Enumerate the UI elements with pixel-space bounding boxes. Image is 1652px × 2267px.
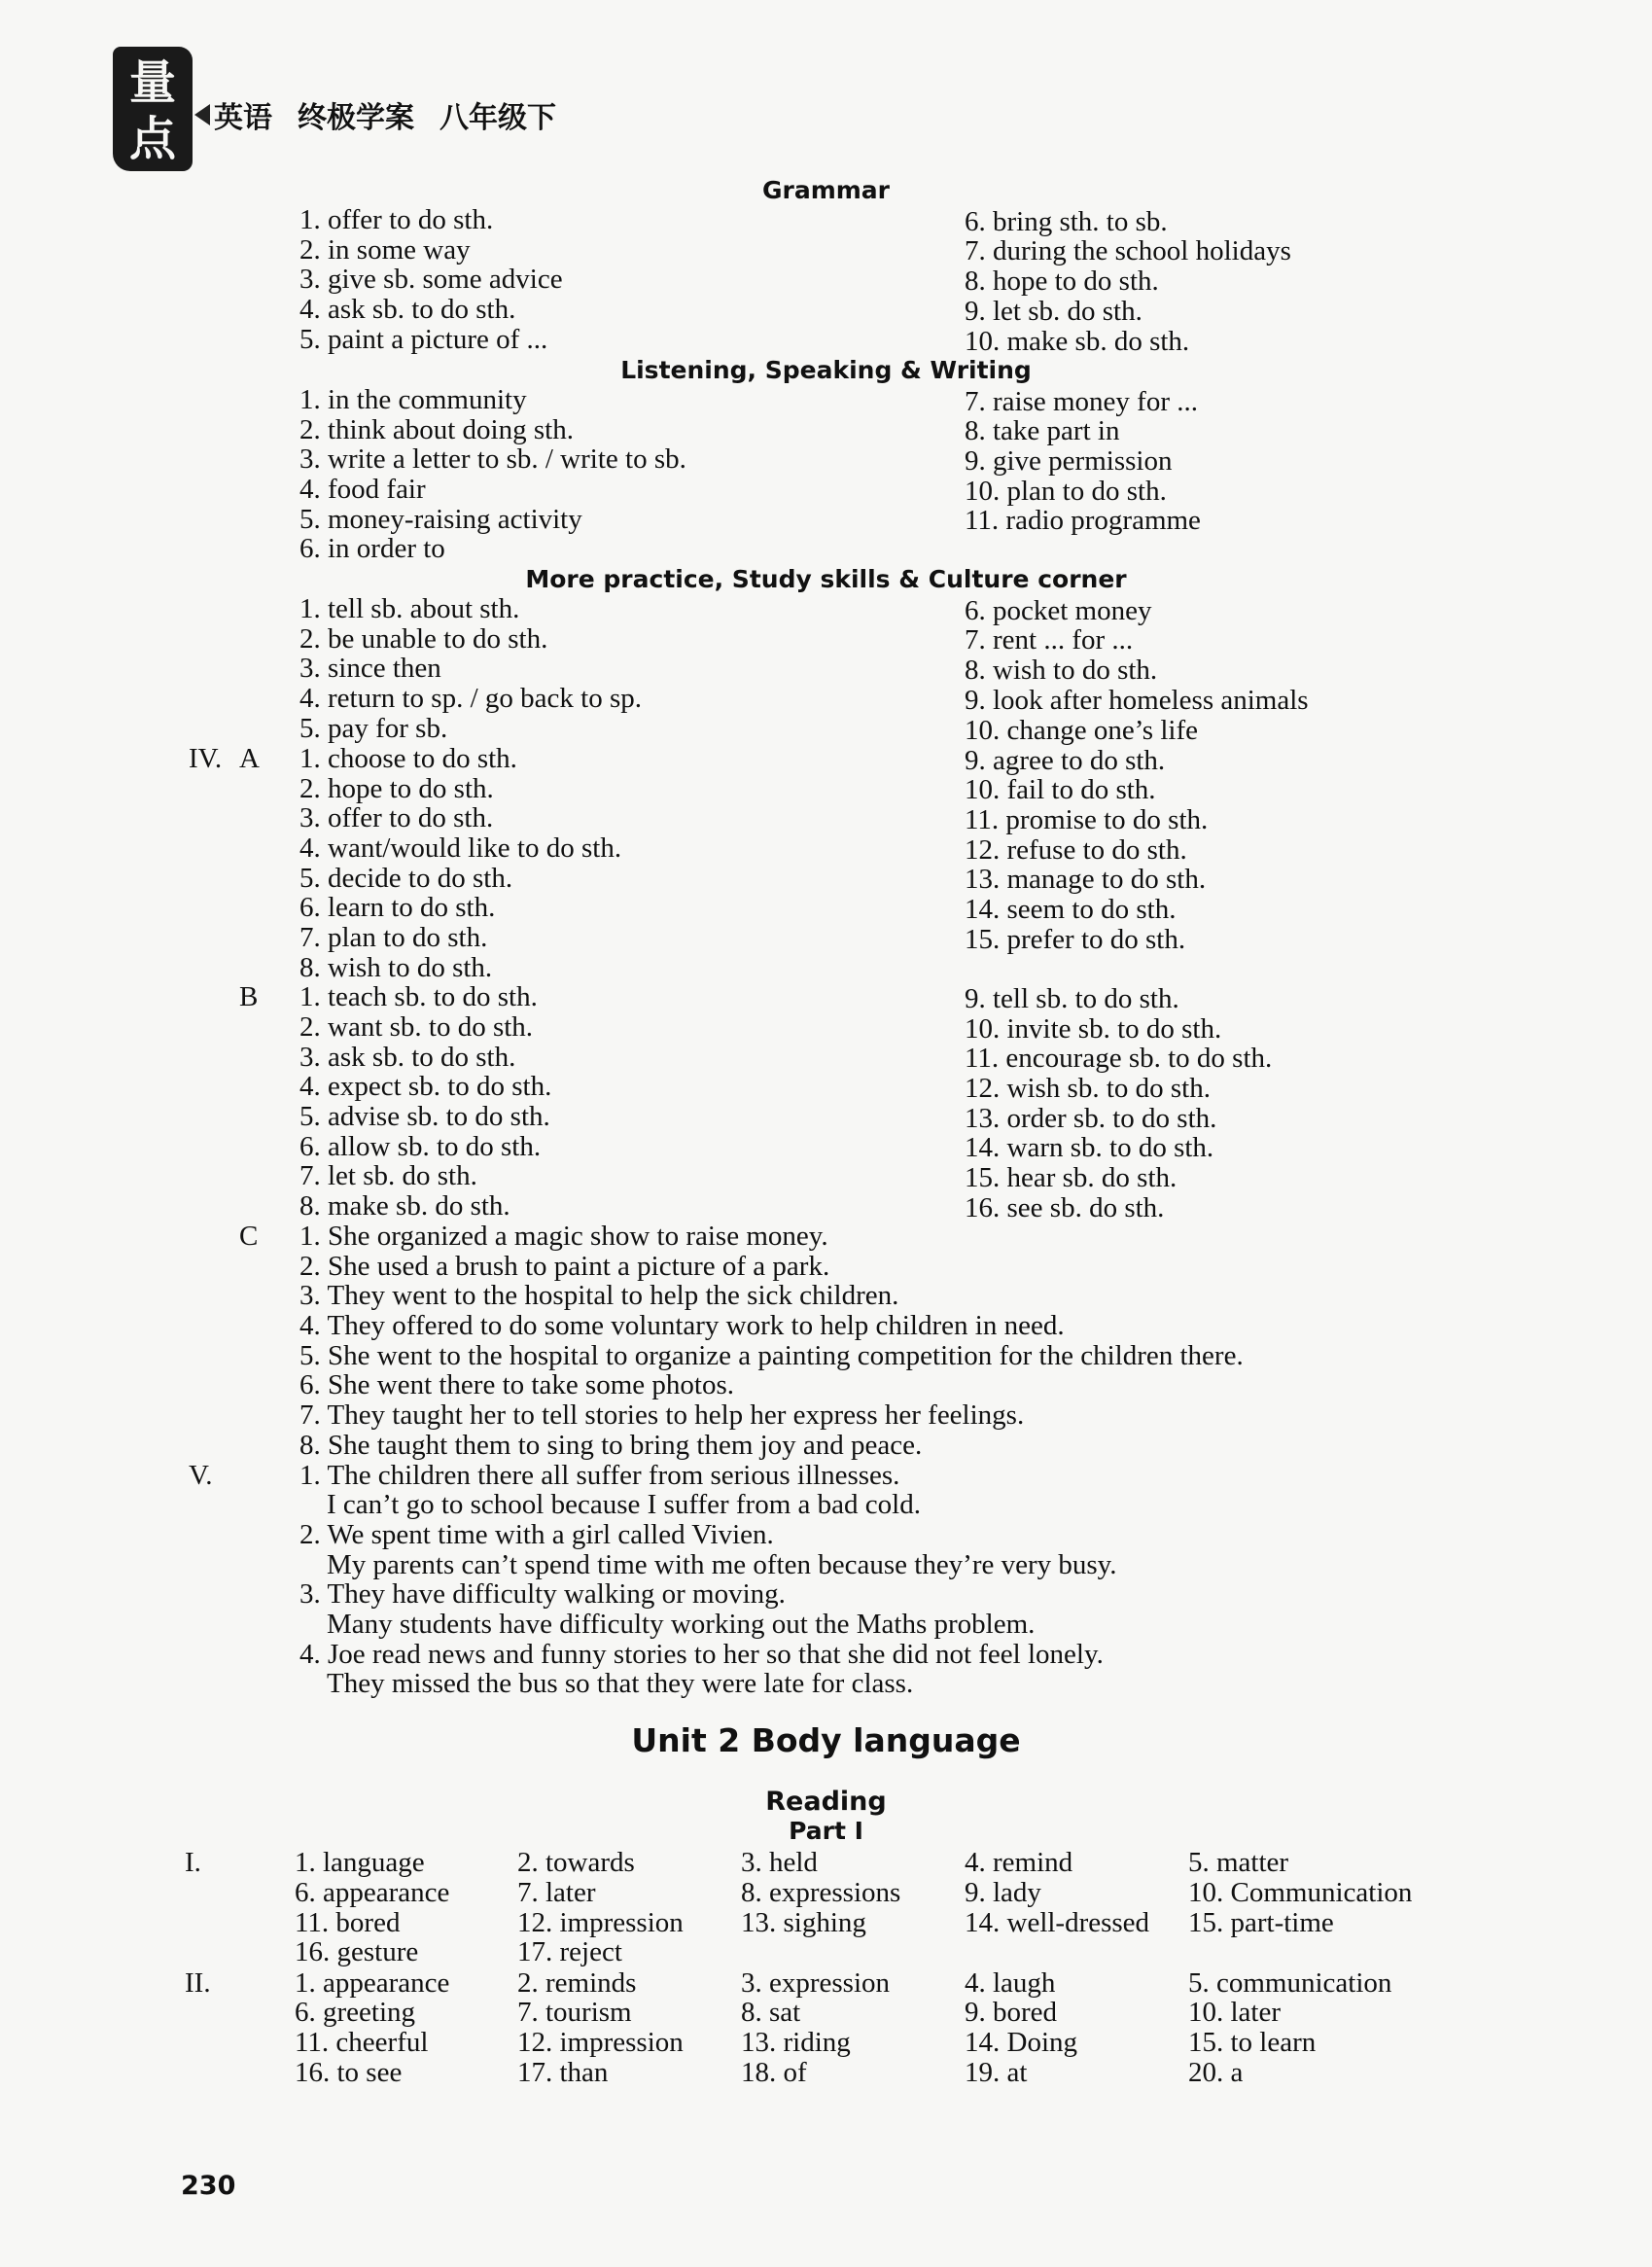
list-item: 4. remind — [965, 1847, 1073, 1878]
list-item: 8. sat — [741, 1997, 801, 2028]
list-item: 20. a — [1188, 2057, 1244, 2088]
list-item: 10. invite sb. to do sth. — [965, 1013, 1222, 1045]
list-item: 18. of — [741, 2057, 807, 2088]
part-label-c: C — [239, 1221, 259, 1252]
list-item: 12. refuse to do sth. — [965, 834, 1187, 866]
list-item: 11. radio programme — [965, 505, 1201, 536]
list-item: 8. make sb. do sth. — [299, 1190, 510, 1222]
unit-title: Unit 2 Body language — [631, 1721, 1021, 1759]
brand-logo — [113, 47, 193, 171]
part-label-b: B — [239, 981, 259, 1012]
list-item: 9. tell sb. to do sth. — [965, 983, 1179, 1014]
list-item: 4. ask sb. to do sth. — [299, 294, 516, 325]
list-item: 6. greeting — [295, 1997, 416, 2028]
list-item: 1. tell sb. about sth. — [299, 593, 520, 624]
part-label-a: A — [239, 743, 260, 774]
list-item: 15. part-time — [1188, 1907, 1334, 1938]
list-item: 6. bring sth. to sb. — [965, 206, 1168, 237]
list-item: 8. hope to do sth. — [965, 266, 1159, 297]
list-item: 5. communication — [1188, 1967, 1392, 1999]
logo-text: 量点 — [128, 55, 176, 166]
list-item: 10. later — [1188, 1997, 1282, 2028]
list-item: 7. tourism — [517, 1997, 632, 2028]
list-item: 6. learn to do sth. — [299, 892, 496, 923]
list-item: 3. held — [741, 1847, 818, 1878]
list-item: 2. hope to do sth. — [299, 773, 494, 804]
list-item: 1. She organized a magic show to raise money. — [299, 1221, 828, 1252]
list-item: 1. offer to do sth. — [299, 204, 494, 235]
list-item: 5. matter — [1188, 1847, 1289, 1878]
list-item: 7. plan to do sth. — [299, 922, 488, 953]
list-item: 3. since then — [299, 653, 441, 684]
list-item: 14. Doing — [965, 2027, 1077, 2058]
list-item: 1. The children there all suffer from serious illnesses. — [299, 1460, 900, 1491]
list-item: 7. later — [517, 1877, 596, 1908]
list-item: My parents can’t spend time with me often because they’re very busy. — [327, 1549, 1117, 1580]
list-item: 4. They offered to do some voluntary work to help children in need. — [299, 1310, 1065, 1341]
list-item: 4. return to sp. / go back to sp. — [299, 683, 642, 714]
list-item: 5. decide to do sth. — [299, 863, 513, 894]
list-item: 16. gesture — [295, 1936, 419, 1967]
exercise-label-ii: II. — [185, 1967, 211, 1999]
page-number: 230 — [181, 2171, 236, 2201]
list-item: 7. raise money for ... — [965, 386, 1198, 417]
list-item: I can’t go to school because I suffer from a bad cold. — [327, 1489, 921, 1520]
list-item: 2. We spent time with a girl called Vivien. — [299, 1519, 774, 1550]
list-item: 11. cheerful — [295, 2027, 429, 2058]
list-item: 6. appearance — [295, 1877, 450, 1908]
list-item: Many students have difficulty working out the Maths problem. — [327, 1609, 1036, 1640]
list-item: 3. offer to do sth. — [299, 802, 494, 833]
list-item: 3. They have difficulty walking or moving. — [299, 1578, 786, 1610]
list-item: 6. in order to — [299, 533, 445, 564]
list-item: 8. She taught them to sing to bring them joy and peace. — [299, 1430, 923, 1461]
list-item: 9. bored — [965, 1997, 1058, 2028]
list-item: 6. pocket money — [965, 595, 1152, 626]
list-item: 2. in some way — [299, 234, 471, 266]
list-item: 3. expression — [741, 1967, 891, 1999]
list-item: 2. want sb. to do sth. — [299, 1011, 534, 1043]
list-item: 9. lady — [965, 1877, 1041, 1908]
list-item: 1. teach sb. to do sth. — [299, 981, 538, 1012]
list-item: 17. reject — [517, 1936, 622, 1967]
list-item: 11. bored — [295, 1907, 401, 1938]
list-item: 5. money-raising activity — [299, 504, 582, 535]
section-subtitle-part: Part I — [789, 1817, 863, 1845]
header-book: 终极学案 — [298, 101, 414, 135]
list-item: 12. impression — [517, 2027, 684, 2058]
list-item: 2. be unable to do sth. — [299, 623, 548, 655]
list-item: 3. give sb. some advice — [299, 264, 563, 295]
list-item: 8. wish to do sth. — [965, 655, 1158, 686]
list-item: 10. Communication — [1188, 1877, 1413, 1908]
header-grade: 八年级下 — [439, 101, 556, 135]
list-item: 15. hear sb. do sth. — [965, 1162, 1177, 1193]
exercise-label-v: V. — [189, 1460, 213, 1491]
list-item: 13. sighing — [741, 1907, 866, 1938]
list-item: 3. write a letter to sb. / write to sb. — [299, 443, 686, 475]
list-item: 8. take part in — [965, 415, 1120, 446]
triangle-icon — [194, 104, 210, 125]
list-item: 7. rent ... for ... — [965, 624, 1134, 655]
list-item: 8. expressions — [741, 1877, 901, 1908]
list-item: 4. Joe read news and funny stories to her so that she did not feel lonely. — [299, 1639, 1104, 1670]
section-title-grammar: Grammar — [761, 176, 891, 204]
list-item: 11. encourage sb. to do sth. — [965, 1043, 1273, 1074]
list-item: 5. paint a picture of ... — [299, 324, 548, 355]
list-item: 11. promise to do sth. — [965, 804, 1209, 835]
list-item: 4. food fair — [299, 474, 426, 505]
section-title-reading: Reading — [765, 1787, 887, 1817]
list-item: 12. impression — [517, 1907, 684, 1938]
list-item: 13. riding — [741, 2027, 851, 2058]
list-item: 9. let sb. do sth. — [965, 296, 1142, 327]
list-item: 17. than — [517, 2057, 609, 2088]
list-item: 19. at — [965, 2057, 1028, 2088]
list-item: 7. during the school holidays — [965, 235, 1291, 266]
list-item: 10. fail to do sth. — [965, 774, 1156, 805]
page-header — [194, 93, 581, 136]
list-item: 3. ask sb. to do sth. — [299, 1042, 516, 1073]
list-item: 6. She went there to take some photos. — [299, 1369, 734, 1400]
list-item: 14. seem to do sth. — [965, 894, 1177, 925]
header-subject: 英语 — [214, 101, 272, 135]
list-item: 14. warn sb. to do sth. — [965, 1132, 1214, 1163]
list-item: 1. language — [295, 1847, 425, 1878]
list-item: 1. appearance — [295, 1967, 450, 1999]
list-item: 10. make sb. do sth. — [965, 326, 1190, 357]
list-item: 4. expect sb. to do sth. — [299, 1071, 552, 1102]
list-item: 5. pay for sb. — [299, 713, 448, 744]
list-item: 16. see sb. do sth. — [965, 1192, 1165, 1223]
section-title-more-practice: More practice, Study skills & Culture corner — [525, 565, 1127, 593]
section-title-lsw: Listening, Speaking & Writing — [620, 356, 1032, 384]
list-item: 13. manage to do sth. — [965, 864, 1207, 895]
list-item: 4. want/would like to do sth. — [299, 832, 622, 864]
exercise-label-i: I. — [185, 1847, 201, 1878]
list-item: 7. They taught her to tell stories to help her express her feelings. — [299, 1399, 1025, 1431]
list-item: 14. well-dressed — [965, 1907, 1150, 1938]
list-item: 3. They went to the hospital to help the sick children. — [299, 1280, 899, 1311]
list-item: 13. order sb. to do sth. — [965, 1103, 1217, 1134]
list-item: 2. think about doing sth. — [299, 414, 574, 445]
list-item: 16. to see — [295, 2057, 403, 2088]
list-item: 7. let sb. do sth. — [299, 1160, 477, 1191]
list-item: They missed the bus so that they were late for class. — [327, 1668, 914, 1699]
list-item: 1. in the community — [299, 384, 527, 415]
list-item: 15. to learn — [1188, 2027, 1317, 2058]
list-item: 4. laugh — [965, 1967, 1056, 1999]
list-item: 9. agree to do sth. — [965, 745, 1166, 776]
list-item: 12. wish sb. to do sth. — [965, 1073, 1211, 1104]
exercise-label-iv: IV. — [189, 743, 223, 774]
list-item: 8. wish to do sth. — [299, 952, 493, 983]
list-item: 2. reminds — [517, 1967, 637, 1999]
list-item: 9. look after homeless animals — [965, 685, 1309, 716]
list-item: 5. She went to the hospital to organize a painting competition for the children there. — [299, 1340, 1244, 1371]
list-item: 15. prefer to do sth. — [965, 924, 1186, 955]
list-item: 6. allow sb. to do sth. — [299, 1131, 542, 1162]
list-item: 10. change one’s life — [965, 715, 1198, 746]
list-item: 5. advise sb. to do sth. — [299, 1101, 550, 1132]
list-item: 2. towards — [517, 1847, 635, 1878]
list-item: 9. give permission — [965, 445, 1173, 477]
list-item: 10. plan to do sth. — [965, 476, 1167, 507]
list-item: 2. She used a brush to paint a picture of a park. — [299, 1251, 830, 1282]
list-item: 1. choose to do sth. — [299, 743, 517, 774]
